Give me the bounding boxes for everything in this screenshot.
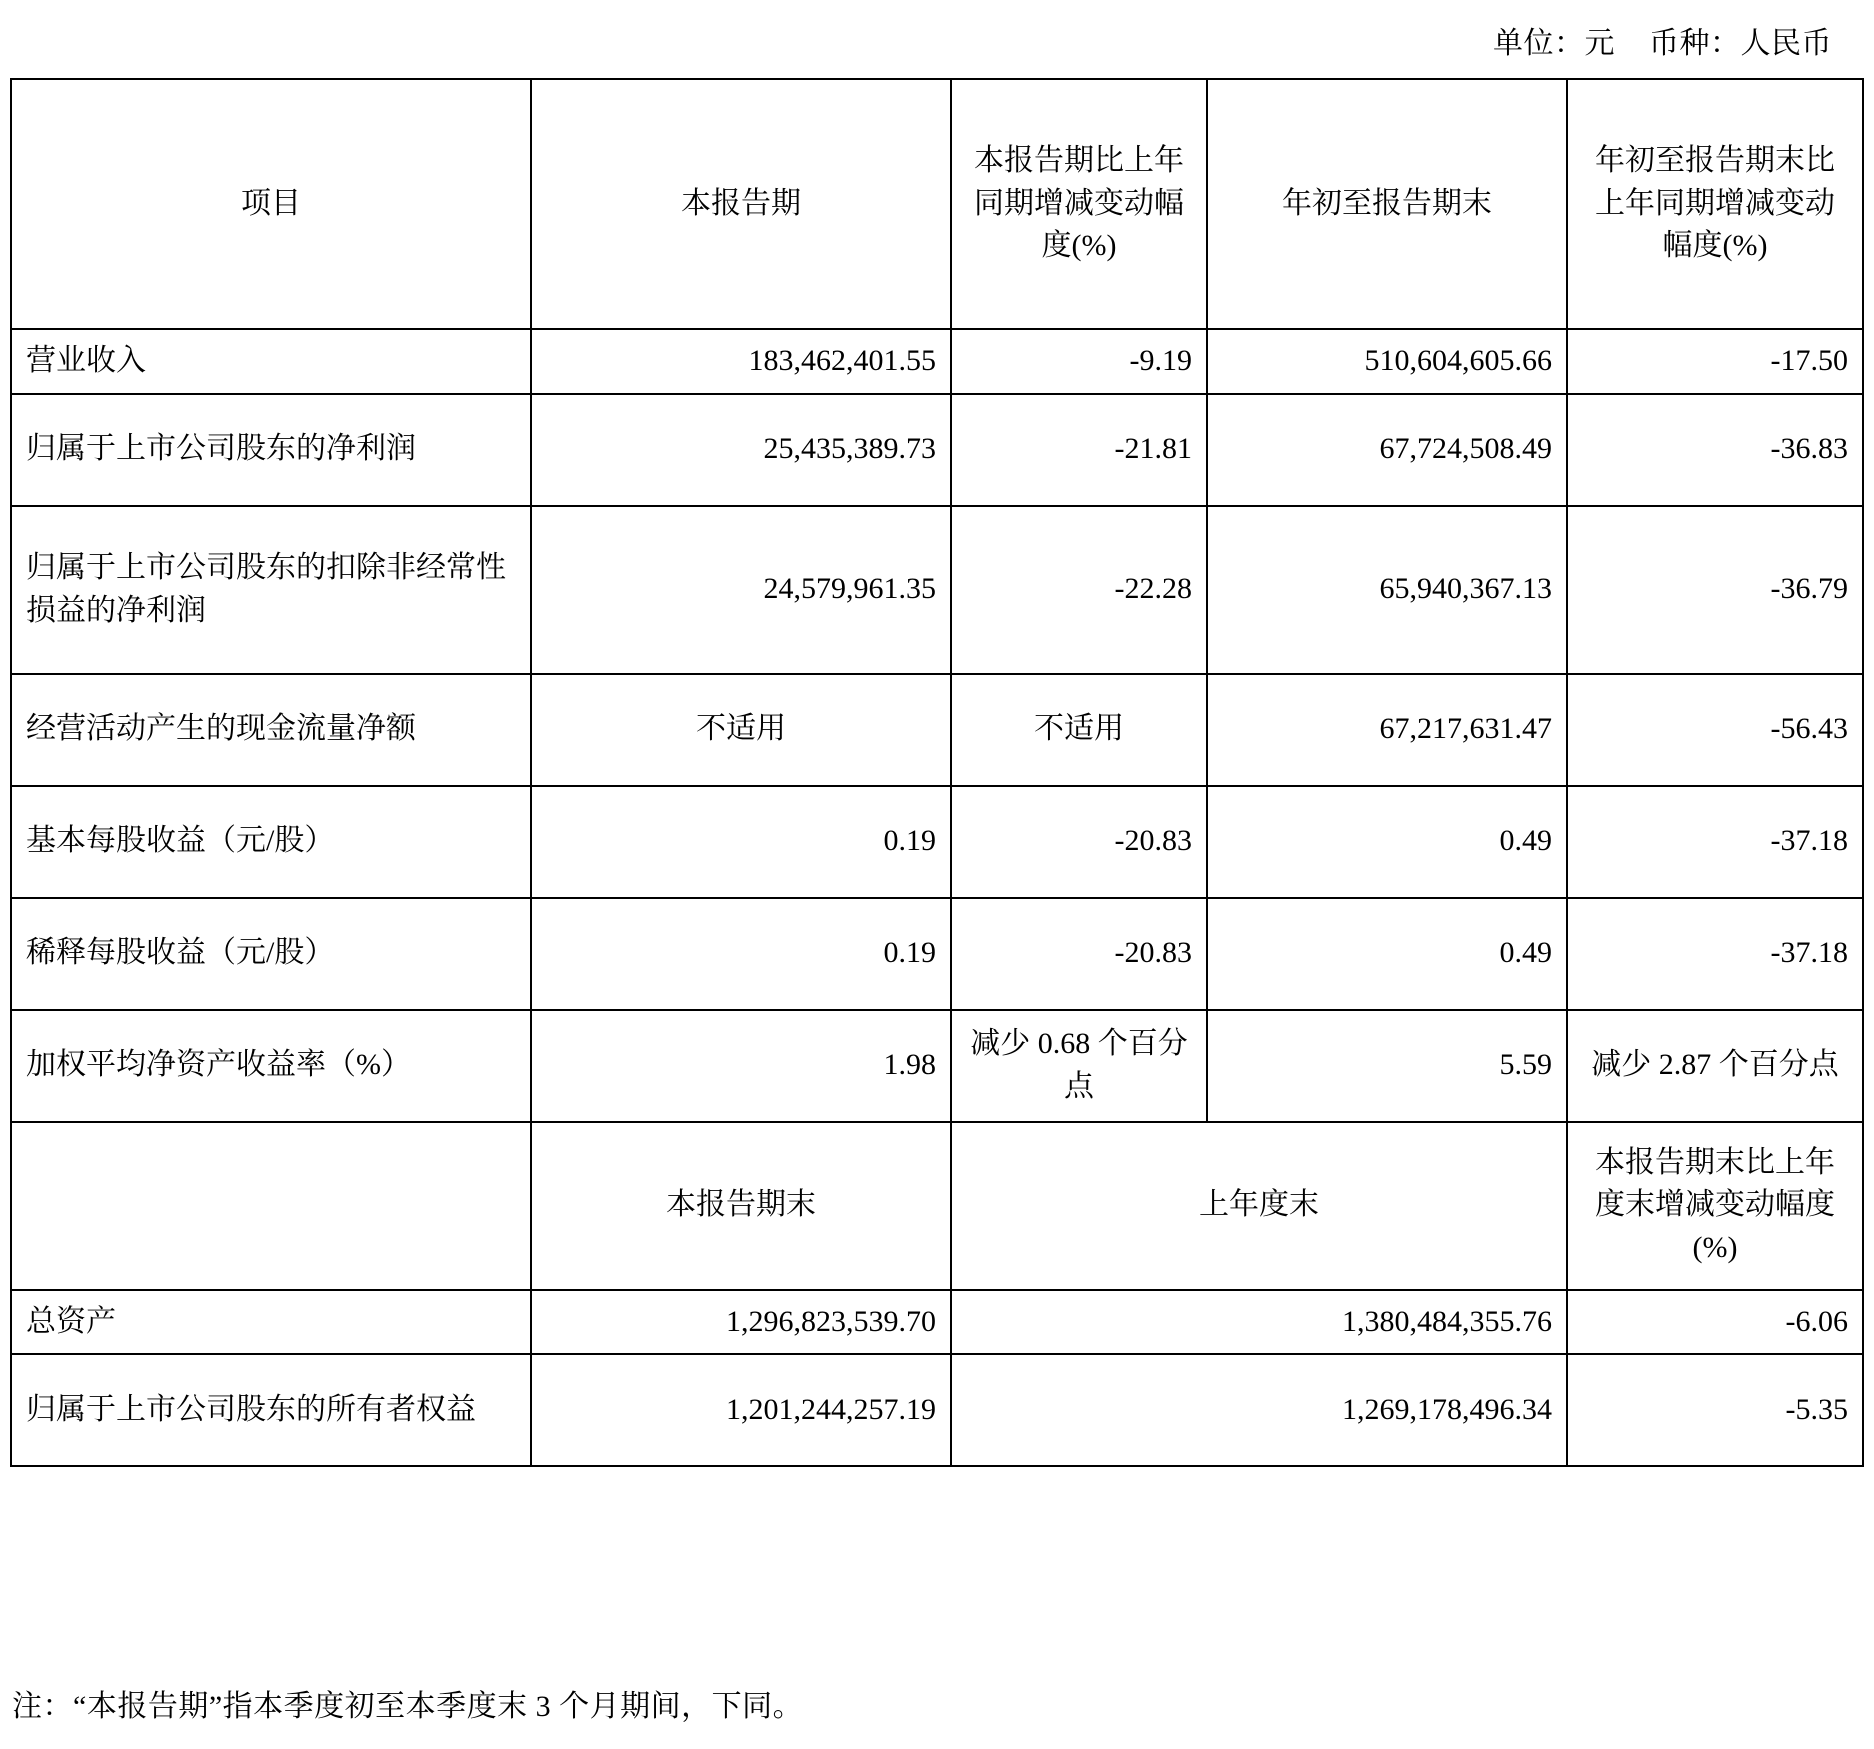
row-label: 归属于上市公司股东的扣除非经常性损益的净利润 (11, 506, 531, 674)
subheader-blank (11, 1122, 531, 1290)
unit-label: 单位：元 (1493, 27, 1615, 60)
row-label: 总资产 (11, 1290, 531, 1355)
row-current: 1.98 (531, 1010, 951, 1122)
row-current: 25,435,389.73 (531, 394, 951, 506)
row-prior-end: 1,269,178,496.34 (951, 1354, 1567, 1466)
subheader-prior-year-end: 上年度末 (951, 1122, 1567, 1290)
row-ytd: 5.59 (1207, 1010, 1567, 1122)
row-current-end: 1,296,823,539.70 (531, 1290, 951, 1355)
row-label: 稀释每股收益（元/股） (11, 898, 531, 1010)
table-subheader-row (11, 1122, 1863, 1290)
row-ytd-pct: -56.43 (1567, 674, 1863, 786)
table-row (11, 1290, 1863, 1355)
row-current-end: 1,201,244,257.19 (531, 1354, 951, 1466)
row-ytd-pct: -36.83 (1567, 394, 1863, 506)
row-current: 0.19 (531, 786, 951, 898)
row-ytd: 0.49 (1207, 786, 1567, 898)
row-current-pct: -20.83 (951, 786, 1207, 898)
row-current-pct: 不适用 (951, 674, 1207, 786)
row-ytd-pct: -36.79 (1567, 506, 1863, 674)
row-current: 0.19 (531, 898, 951, 1010)
header-current-period: 本报告期 (531, 79, 951, 329)
row-ytd-pct: -37.18 (1567, 786, 1863, 898)
row-current-pct: -9.19 (951, 329, 1207, 394)
row-current-pct: -22.28 (951, 506, 1207, 674)
row-label: 经营活动产生的现金流量净额 (11, 674, 531, 786)
row-current-pct: 减少 0.68 个百分点 (951, 1010, 1207, 1122)
row-current: 不适用 (531, 674, 951, 786)
row-ytd: 510,604,605.66 (1207, 329, 1567, 394)
row-label: 归属于上市公司股东的所有者权益 (11, 1354, 531, 1466)
table-row (11, 506, 1863, 674)
row-current: 24,579,961.35 (531, 506, 951, 674)
row-ytd-pct: -17.50 (1567, 329, 1863, 394)
row-label: 基本每股收益（元/股） (11, 786, 531, 898)
table-row (11, 786, 1863, 898)
row-label: 加权平均净资产收益率（%） (11, 1010, 531, 1122)
row-ytd-pct: -37.18 (1567, 898, 1863, 1010)
row-current-pct: -21.81 (951, 394, 1207, 506)
table-row (11, 1010, 1863, 1122)
table-row (11, 674, 1863, 786)
subheader-change-pct: 本报告期末比上年度末增减变动幅度(%) (1567, 1122, 1863, 1290)
footnote: 注：“本报告期”指本季度初至本季度末 3 个月期间，下同。 (12, 1690, 804, 1723)
table-row (11, 898, 1863, 1010)
currency-label: 币种：人民币 (1649, 27, 1832, 60)
row-current-pct: -20.83 (951, 898, 1207, 1010)
header-ytd-change-pct: 年初至报告期末比上年同期增减变动幅度(%) (1567, 79, 1863, 329)
row-label: 归属于上市公司股东的净利润 (11, 394, 531, 506)
subheader-current-period-end: 本报告期末 (531, 1122, 951, 1290)
row-ytd-pct: 减少 2.87 个百分点 (1567, 1010, 1863, 1122)
table-row (11, 329, 1863, 394)
row-prior-end: 1,380,484,355.76 (951, 1290, 1567, 1355)
header-current-change-pct: 本报告期比上年同期增减变动幅度(%) (951, 79, 1207, 329)
header-item: 项目 (11, 79, 531, 329)
row-change-pct: -5.35 (1567, 1354, 1863, 1466)
row-ytd: 0.49 (1207, 898, 1567, 1010)
row-current: 183,462,401.55 (531, 329, 951, 394)
table-row (11, 394, 1863, 506)
row-label: 营业收入 (11, 329, 531, 394)
unit-currency-line (1493, 18, 1832, 62)
row-ytd: 67,217,631.47 (1207, 674, 1567, 786)
row-change-pct: -6.06 (1567, 1290, 1863, 1355)
header-ytd: 年初至报告期末 (1207, 79, 1567, 329)
row-ytd: 65,940,367.13 (1207, 506, 1567, 674)
row-ytd: 67,724,508.49 (1207, 394, 1567, 506)
table-header-row (11, 79, 1863, 329)
financial-summary-table (10, 78, 1864, 1467)
table-row (11, 1354, 1863, 1466)
